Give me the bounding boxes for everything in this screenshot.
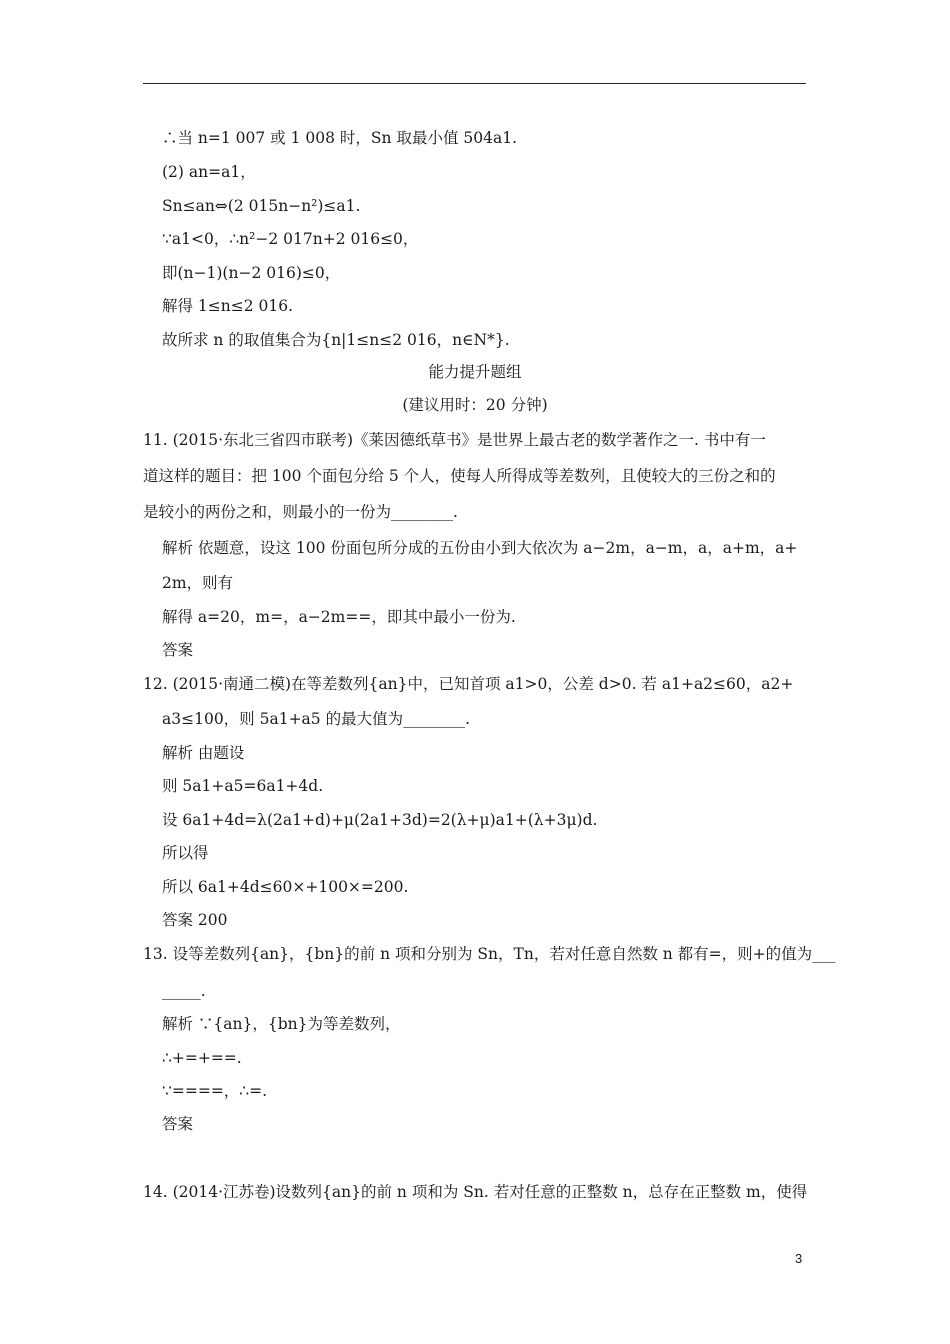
section-subtitle: (建议用时：20 分钟) (402, 396, 548, 414)
question-11: 11. (2015·东北三省四市联考)《莱因德纸草书》是世界上最古老的数学著作之一. 书中有一 (143, 431, 766, 449)
analysis-label: 解析 ∵{an}，{bn}为等差数列， (162, 1015, 401, 1033)
text-line: 道这样的题目：把 100 个面包分给 5 个人，使每人所得成等差数列，且使较大的三份之和的 (143, 467, 776, 485)
text-line: 故所求 n 的取值集合为{n|1≤n≤2 016，n∈N*}. (162, 331, 510, 349)
text-line: ∴+=+==. (162, 1049, 242, 1067)
text-line: ∵====，∴=. (162, 1082, 268, 1100)
answer-label: 答案 200 (162, 911, 228, 929)
answer-label: 答案 (162, 641, 194, 659)
text-line: 2m，则有 (162, 574, 234, 592)
answer-label: 答案 (162, 1115, 194, 1133)
text-line: 所以 6a1+4d≤60×+100×=200. (162, 878, 409, 896)
text-line: Sn≤an⇔(2 015n−n²)≤a1. (162, 197, 361, 215)
text-line: (2) an=a1， (162, 163, 256, 181)
text-line: 所以得 (162, 844, 209, 862)
text-line: ∵a1<0，∴n²−2 017n+2 016≤0， (162, 230, 419, 248)
text-line: _____. (162, 982, 206, 1000)
section-title: 能力提升题组 (428, 363, 522, 381)
text-line: 即(n−1)(n−2 016)≤0， (162, 264, 341, 282)
question-12: 12. (2015·南通二模)在等差数列{an}中，已知首项 a1>0，公差 d>0. 若 a1+a2≤60，a2+ (143, 675, 794, 693)
text-line: ∴当 n=1 007 或 1 008 时，Sn 取最小值 504a1. (162, 129, 517, 147)
question-14: 14. (2014·江苏卷)设数列{an}的前 n 项和为 Sn. 若对任意的正整数 n，总存在正整数 m，使得 (143, 1183, 808, 1201)
text-line: 解得 a=20，m=，a−2m==，即其中最小一份为. (162, 608, 516, 626)
question-13: 13. 设等差数列{an}，{bn}的前 n 项和分别为 Sn，Tn，若对任意自然数 n 都有=，则+的值为___ (143, 945, 836, 963)
text-line: 设 6a1+4d=λ(2a1+d)+μ(2a1+3d)=2(λ+μ)a1+(λ+3μ)d. (162, 811, 598, 829)
text-line: 解得 1≤n≤2 016. (162, 297, 294, 315)
header-rule (143, 83, 806, 84)
analysis-label: 解析 由题设 (162, 744, 245, 762)
text-line: a3≤100，则 5a1+a5 的最大值为________. (162, 710, 471, 728)
text-line: 则 5a1+a5=6a1+4d. (162, 777, 324, 795)
page-number: 3 (795, 1251, 803, 1266)
text-line: 是较小的两份之和，则最小的一份为________. (143, 503, 458, 521)
analysis-label: 解析 依题意，设这 100 份面包所分成的五份由小到大依次为 a−2m，a−m，a，a+m，a+ (162, 539, 798, 557)
